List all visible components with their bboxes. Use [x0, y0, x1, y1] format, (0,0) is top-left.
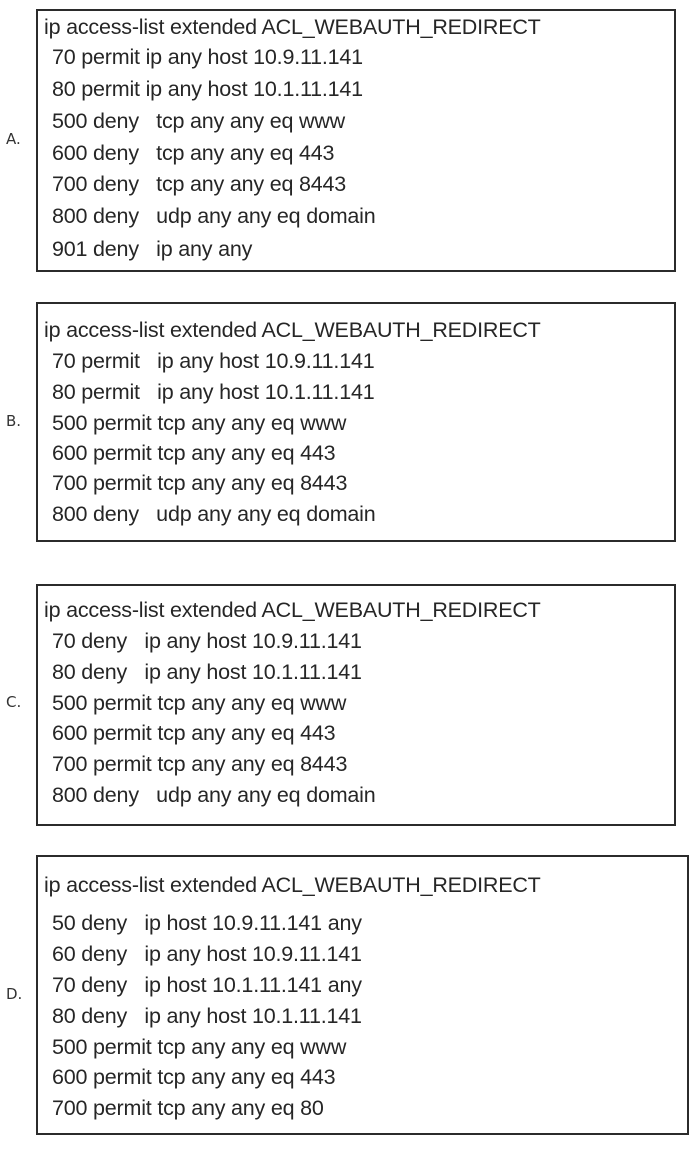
option-letter: D. [6, 985, 23, 1003]
acl-line: 80 permit ip any host 10.1.11.141 [52, 77, 363, 101]
acl-line: 901 deny ip any any [52, 237, 253, 261]
acl-line: 80 deny ip any host 10.1.11.141 [52, 1004, 362, 1028]
acl-header: ip access-list extended ACL_WEBAUTH_REDIRECT [44, 598, 541, 622]
acl-line: 70 deny ip any host 10.9.11.141 [52, 629, 362, 653]
acl-line: 70 permit ip any host 10.9.11.141 [52, 45, 363, 69]
acl-line: 800 deny udp any any eq domain [52, 204, 376, 228]
acl-header: ip access-list extended ACL_WEBAUTH_REDIRECT [44, 15, 541, 39]
acl-line: 600 permit tcp any any eq 443 [52, 721, 336, 745]
option-letter: B. [6, 412, 22, 430]
acl-line: 80 permit ip any host 10.1.11.141 [52, 380, 375, 404]
acl-line: 500 permit tcp any any eq www [52, 691, 347, 715]
acl-line: 60 deny ip any host 10.9.11.141 [52, 942, 362, 966]
acl-header: ip access-list extended ACL_WEBAUTH_REDIRECT [44, 318, 541, 342]
acl-line: 600 permit tcp any any eq 443 [52, 1065, 336, 1089]
acl-line: 500 permit tcp any any eq www [52, 411, 347, 435]
acl-line: 70 permit ip any host 10.9.11.141 [52, 349, 375, 373]
option-letter: C. [6, 693, 22, 711]
acl-line: 80 deny ip any host 10.1.11.141 [52, 660, 362, 684]
acl-line: 70 deny ip host 10.1.11.141 any [52, 973, 362, 997]
acl-line: 700 permit tcp any any eq 80 [52, 1096, 324, 1120]
acl-line: 700 permit tcp any any eq 8443 [52, 752, 348, 776]
acl-line: 500 deny tcp any any eq www [52, 109, 345, 133]
acl-line: 600 deny tcp any any eq 443 [52, 141, 335, 165]
acl-box [36, 855, 689, 1135]
acl-box [36, 302, 676, 542]
acl-line: 700 permit tcp any any eq 8443 [52, 471, 348, 495]
acl-box [36, 9, 676, 272]
acl-line: 800 deny udp any any eq domain [52, 502, 376, 526]
acl-header: ip access-list extended ACL_WEBAUTH_REDIRECT [44, 873, 541, 897]
acl-line: 500 permit tcp any any eq www [52, 1035, 347, 1059]
acl-box [36, 584, 676, 826]
acl-line: 700 deny tcp any any eq 8443 [52, 172, 347, 196]
acl-line: 50 deny ip host 10.9.11.141 any [52, 911, 362, 935]
option-letter: A. [6, 130, 21, 148]
acl-line: 800 deny udp any any eq domain [52, 783, 376, 807]
acl-line: 600 permit tcp any any eq 443 [52, 441, 336, 465]
